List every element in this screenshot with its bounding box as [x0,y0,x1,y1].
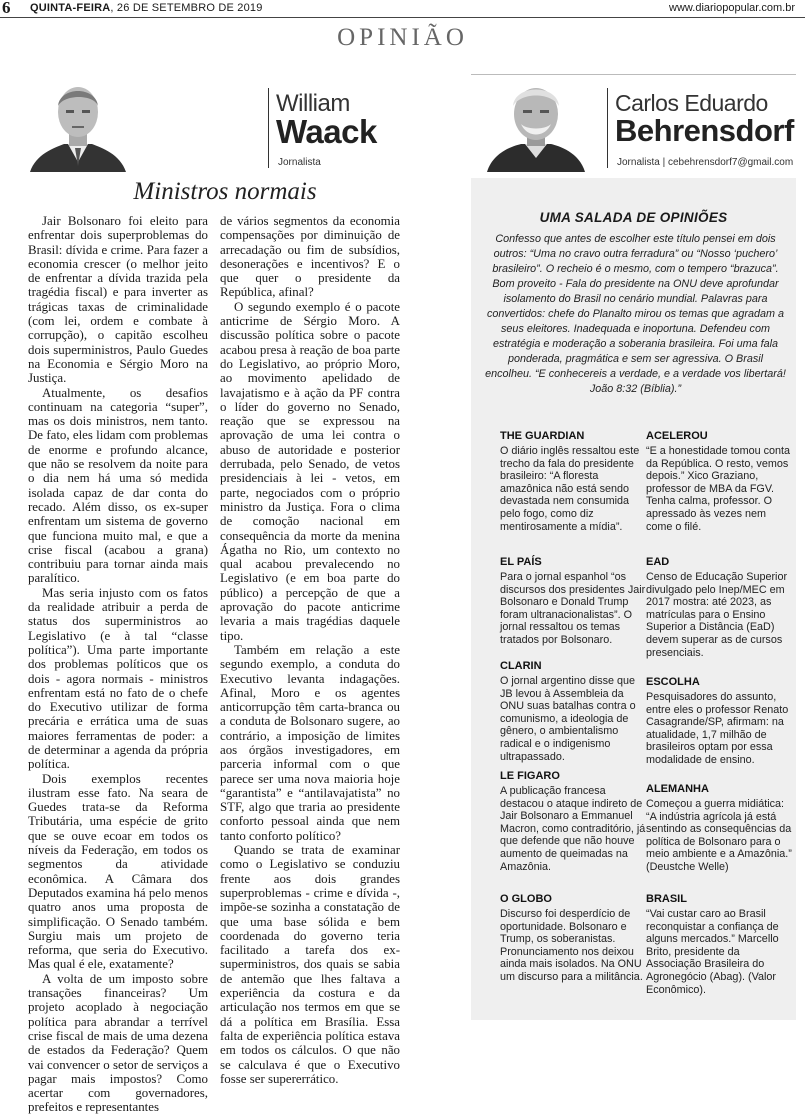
article-column-1 [28,214,208,1115]
sidebar-note [646,430,794,533]
paragraph: Dois exemplos recentes ilustram esse fato. Na seara de Guedes trata-se da Reforma Tributária, uma espécie de grito que se ouve ecoar em todos os níveis da Federação, em todos os segmentos da atividade econômica. A Câmara dos Deputados examina há pelo menos quatro anos uma proposta de simplificação. O Senado também. Surgiu mais um projeto de reforma, que seria do Executivo. Mas qual é ele, exatamente? [28,771,208,972]
author-divider [268,88,269,168]
article-column-2 [220,214,400,1086]
author-photo-waack [28,80,128,172]
paragraph: Atualmente, os desafios continuam na categoria “super”, mas os dois ministros, nem tanto. De fato, eles lidam com problemas de enorme e profundo alcance, que não se resolvem da noite para o dia nem há uma só medida isolada capaz de dar conta do recado. Além disso, os ex-super enfrentam um sistema de governo que funciona muito mal, e que a crise fiscal (acabou a grana) contribuiu para tornar ainda mais paralítico. [28,385,208,586]
paragraph: Quando se trata de examinar como o Legislativo se conduziu frente aos dois grandes superproblemas - crime e dívida -, impõe-se sozinha a constatação de que uma base sólida e bem coordenada do governo teria facilitado a tarefa dos ex-superministros, dos quais se sabia de antemão que lhes faltava a experiência da costura e da articulação nos termos em que se dá a política em Brasília. Essa falta de experiência política estava em todos os cálculos. O que não se calculava é que o Executivo fosse ser supererrático. [220,843,400,1086]
author-last-name: Waack [276,113,377,150]
sidebar-note-title: CLARIN [500,660,542,672]
sidebar-note-title: ESCOLHA [646,676,700,688]
sidebar-intro: Confesso que antes de escolher este título pensei em dois outros: “Uma no cravo outra ferradura” ou “Nosso ‘puchero’ brasileiro”. O recheio é o mesmo, com o tempero “brazuca”. Bom proveito - Fala do presidente na ONU deve aprofundar isolamento do Brasil no cenário mundial. Palavras para convertidos: chefe do Planalto mirou os temas que agradam a seus eleitores. Inadequada e inoportuna. Defendeu com estratégia e moderação a soberania brasileira. Foi uma fala ponderada, pragmática e sem ser agressiva. O Brasil encolheu. “E conhecereis a verdade, e a verdade vos libertará! João 8:32 (Bíblia).” [485,233,786,395]
paragraph: A volta de um imposto sobre transações financeiras? Um projeto acoplado à negociação política para abrandar a terrível crise fiscal de mais de uma dezena de estados da Federação? Quem vai convencer o setor de serviços a pagar mais impostos? Como acertar com governadores, prefeitos e representantes [28,971,208,1115]
author-divider [607,88,608,168]
sidebar-note-text: O jornal argentino disse que JB levou à Assembleia da ONU suas batalhas contra o comunismo, a ideologia de gênero, o ambientalismo radical e o indigenismo ultrapassado. [500,675,636,763]
sidebar-note [500,660,648,763]
sidebar-note-text: “E a honestidade tomou conta da República. O resto, vemos depois.” Xico Graziano, professor de MBA da FGV. Tenha calma, professor. O apressado às vezes nem come o filé. [646,445,791,533]
sidebar-note-title: EAD [646,556,670,568]
site-url[interactable]: www.diariopopular.com.br [669,2,795,14]
sidebar-note [646,676,794,767]
sidebar-note-text: A publicação francesa destacou o ataque indireto de Jair Bolsonaro a Emmanuel Macron, como contraditório, já que defende que não houve aumento de queimadas na Amazônia. [500,785,646,873]
author-last-name: Behrensdorf [615,113,794,148]
author-role: Jornalista [278,157,321,168]
sidebar-note-title: LE FIGARO [500,770,560,782]
dateline [30,2,263,14]
sidebar-note [500,430,648,533]
paragraph: Mas seria injusto com os fatos da realidade atribuir a perda de status dos superministros ao Legislativo (e à tal “classe política”). Uma parte importante dos problemas políticos que os dois - agora normais - ministros enfrentam está no fato de o chefe do Executivo utilizar de forma precária e errática uma de suas maiores ferramentas de poder: a de determinar a agenda da própria política. [28,585,208,772]
sidebar-note-text: Discurso foi desperdício de oportunidade. Bolsonaro e Trump, os soberanistas. Pronunciamento nos deixou ainda mais isolados. Na ONU um discurso para a militância. [500,908,643,983]
sidebar-note-title: EL PAÍS [500,556,542,568]
weekday: QUINTA-FEIRA [30,2,111,14]
sidebar-note [500,893,648,984]
sidebar-note-text: O diário inglês ressaltou este trecho da fala do presidente brasileiro: “A floresta amazônica não está sendo devastada nem consumida pelo fogo, como diz mentirosamente a mídia”. [500,445,640,533]
sidebar-note-title: BRASIL [646,893,687,905]
sidebar-note-text: Censo de Educação Superior divulgado pelo Inep/MEC em 2017 mostra: até 2023, as matrículas para o Ensino Superior a Distância (EaD) devem superar as de cursos presenciais. [646,571,788,659]
author-role-email: Jornalista | cebehrensdorf7@gmail.com [617,157,794,168]
paragraph: O segundo exemplo é o pacote anticrime de Sérgio Moro. A discussão política sobre o pacote acabou presa à reação de boa parte do Legislativo, ao próprio Moro, ao movimento apelidado de lavajatismo e à ação da PF contra o líder do governo no Senado, reação que se expressou na aprovação de uma lei contra o abuso de autoridade e posterior derrubada, pelo Senado, de vetos presidenciais à lei - vetos, em parte, negociados com o próprio ministro da Justiça. Fora o clima de comoção nacional em consequência da morte da menina Ágatha no Rio, um contexto no qual acabou prevalecendo no Legislativo (e em boa parte do público) a percepção de que a aprovação do pacote anticrime levaria a mais tragédias daquele tipo. [220,299,400,643]
paragraph: Jair Bolsonaro foi eleito para enfrentar dois superproblemas do Brasil: dívida e crime. Para fazer a economia crescer (o melhor jeito de enfrentar a dívida trazida pela tragédia fiscal) e para inverter as trágicas taxas de criminalidade (com lei, ordem e combate à corrupção), o capitão escolheu dois superministros, Paulo Guedes na Economia e Sérgio Moro na Justiça. [28,214,208,386]
section-title: OPINIÃO [337,24,468,51]
author-photo-behrensdorf [487,80,585,172]
sidebar-note-text: Pesquisadores do assunto, entre eles o professor Renato Casagrande/SP, afirmam: na atualidade, 1,7 milhão de brasileiros optam por essa modalidade de ensino. [646,691,789,766]
sidebar-note-title: O GLOBO [500,893,552,905]
article-headline: Ministros normais [133,178,317,205]
sidebar-note [646,783,794,874]
sidebar-note-text: Começou a guerra midiática: “A indústria agrícola já está sentindo as consequências da política de Bolsonaro para o meio ambiente e a Amazônia.” (Deustche Welle) [646,798,792,873]
sidebar-note [646,893,794,996]
sidebar-note-title: ALEMANHA [646,783,709,795]
page-number: 6 [2,0,11,17]
author-first-name: Carlos Eduardo [615,90,768,116]
paragraph: de vários segmentos da economia compensações por diminuição de arrecadação ou fim de subsídios, desonerações e incentivos? E o que quer o presidente da República, afinal? [220,214,400,300]
date: , 26 DE SETEMBRO DE 2019 [110,2,263,14]
sidebar-note-text: Para o jornal espanhol “os discursos dos presidentes Jair Bolsonaro e Donald Trump foram ultranacionalistas”. O jornal ressaltou os temas tratados por Bolsonaro. [500,571,646,646]
sidebar-note-text: “Vai custar caro ao Brasil reconquistar a confiança de alguns mercados.” Marcello Brito, presidente da Associação Brasileira do Agronegócio (Abag). (Valor Econômico). [646,908,779,996]
sidebar-note-title: ACELEROU [646,430,708,442]
sidebar-note [500,770,648,873]
sidebar-note [646,556,794,659]
sidebar-note [500,556,648,647]
paragraph: Também em relação a este segundo exemplo, a conduta do Executivo levanta indagações. Afinal, Moro e os agentes anticorrupção têm carta-branca ou a conduta de Bolsonaro sugere, ao contrário, a imposição de limites aos órgãos investigadores, em parceria informal com o que parece ser uma nova maioria hoje “garantista” e “antilavajatista” no STF, algo que traria ao presidente conforto pessoal ainda que nem tanto conforto político? [220,642,400,843]
page-header [0,0,805,18]
sidebar-headline: UMA SALADA DE OPINIÕES [539,210,728,225]
sidebar-note-title: THE GUARDIAN [500,430,585,442]
author-first-name: William [276,90,350,117]
